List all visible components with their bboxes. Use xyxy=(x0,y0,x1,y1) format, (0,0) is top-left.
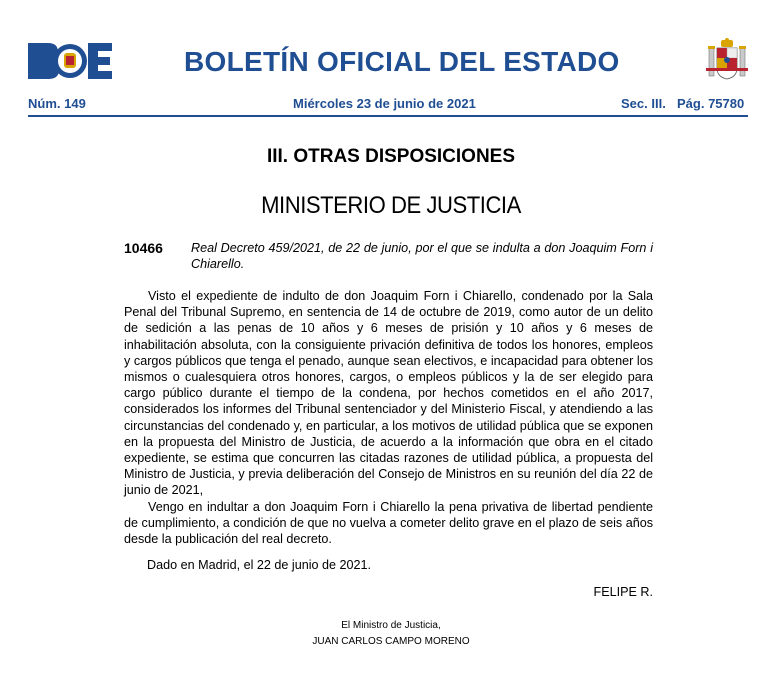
gazette-title: BOLETÍN OFICIAL DEL ESTADO xyxy=(184,46,620,77)
body-paragraph: Vengo en indultar a don Joaquim Forn i Chiarello la pena privativa de libertad pendiente de cumplimiento, a condición de que no vuelva a cometer delito grave en el plazo de seis años desde la publicación del real decreto. xyxy=(124,499,653,547)
boe-logo-graphic xyxy=(28,42,112,80)
header-divider xyxy=(28,115,748,117)
boe-logo xyxy=(28,42,112,80)
signing-date: Dado en Madrid, el 22 de junio de 2021. xyxy=(147,558,372,572)
minister-name: JUAN CARLOS CAMPO MORENO xyxy=(312,636,470,647)
decree-body xyxy=(124,288,653,547)
disposition-number: 10466 xyxy=(124,240,163,256)
section-label: Sec. III. xyxy=(621,96,666,111)
page-number: Pág. 75780 xyxy=(677,96,745,111)
ministry-title: MINISTERIO DE JUSTICIA xyxy=(261,192,521,219)
issue-date: Miércoles 23 de junio de 2021 xyxy=(293,96,476,111)
disposition-title: Real Decreto 459/2021, de 22 de junio, por el que se indulta a don Joaquim Forn i Chiarello. xyxy=(191,241,653,271)
king-signature: FELIPE R. xyxy=(593,585,653,599)
coat-of-arms-icon xyxy=(706,38,748,87)
issue-number: Núm. 149 xyxy=(28,96,86,111)
section-title: III. OTRAS DISPOSICIONES xyxy=(266,146,516,167)
minister-title: El Ministro de Justicia, xyxy=(341,620,441,631)
body-paragraph: Visto el expediente de indulto de don Joaquim Forn i Chiarello, condenado por la Sala Penal del Tribunal Supremo, en sentencia de 14 de octubre de 2019, como autor de un delito de sedición a las penas de 10 años y 6 meses de prisión y 10 años y 6 meses de inhabilitación absoluta, con la consiguiente privación definitiva de todos los honores, empleos y cargos públicos que tenga el penado, aunque sean electivos, e incapacidad para obtener los mismos o cualesquiera otros honores, cargos, o empleos públicos y la de ser elegido para cargo público durante el tiempo de la condena, por hechos cometidos en el año 2017, considerados los informes del Tribunal sentenciador y del Ministerio Fiscal, y atendiendo a las circunstancias del condenado y, en particular, a los motivos de utilidad pública que se exponen en la propuesta del Ministro de Justicia, de acuerdo a la información que obra en el citado expediente, se estima que concurren las citadas razones de utilidad pública, a propuesta del Ministro de Justicia, y previa deliberación del Consejo de Ministros en su reunión del día 22 de junio de 2021, xyxy=(124,289,653,498)
